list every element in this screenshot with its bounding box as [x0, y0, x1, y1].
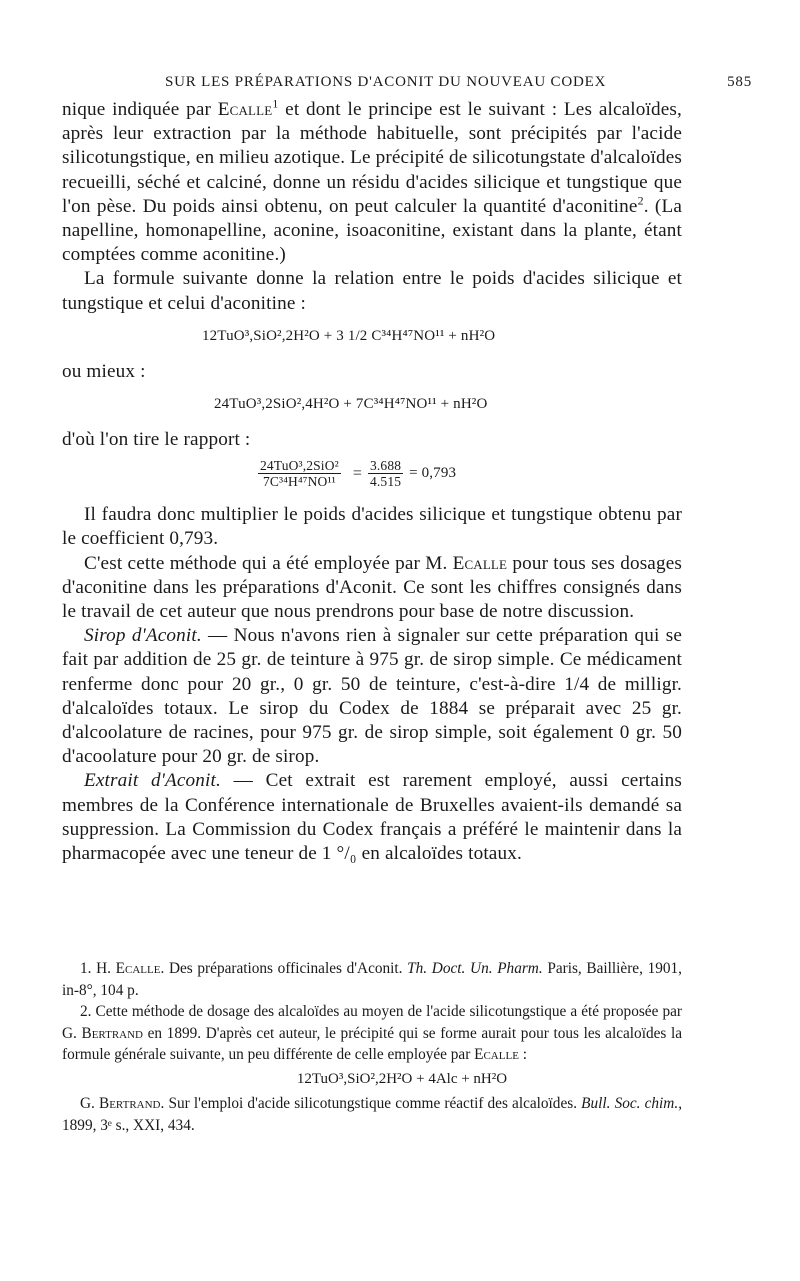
text-span: 1. H.: [80, 960, 116, 977]
author-name: Ecalle: [474, 1046, 519, 1063]
text-span: C'est cette méthode qui a été employée par M.: [84, 552, 453, 574]
text-span: en 1899. D'après cet auteur, le précipité qui se forme aurait pour tous les alcaloïdes la formule générale suivante, un peu différente de celle employée par: [62, 1024, 682, 1063]
footnote-1: [62, 958, 682, 1001]
footnote-2: [62, 1001, 682, 1066]
ratio-result: = 0,793: [409, 465, 457, 482]
equals-sign: =: [352, 465, 362, 483]
text-span: pour tous ses dosages d'aconitine dans les préparations d'Aconit. Ce sont les chiffres consignés dans le travail de cet auteur que nous prendrons pour base de notre discussion.: [62, 552, 683, 623]
page-number: 585: [727, 74, 752, 90]
ratio-numerator: 24TuO³,2SiO²: [260, 458, 339, 474]
ratio-fraction: [258, 458, 341, 489]
text-span: :: [518, 1046, 527, 1063]
author-name: Bertrand: [99, 1095, 161, 1112]
journal-title: Th. Doct. Un. Pharm.: [407, 960, 543, 977]
paragraph-extrait: [62, 769, 682, 866]
text-span: G.: [80, 1095, 99, 1112]
text-span: — Cet extrait est rarement employé, aussi certains membres de la Conférence internationale de Bruxelles avaient-ils demandé sa suppression. La Commission du Codex français a préféré le maintenir dans la pharmacopée avec une teneur de 1 °/₀ en alcaloïdes totaux.: [62, 770, 683, 865]
running-title: SUR LES PRÉPARATIONS D'ACONIT DU NOUVEAU CODEX: [165, 74, 607, 90]
text-span: . Des préparations officinales d'Aconit.: [160, 960, 408, 977]
text-span: — Nous n'avons rien à signaler sur cette préparation qui se fait par addition de 25 gr. de teinture à 975 gr. de sirop simple. Ce médicament renferme donc pour 20 gr., 0 gr. 50 de teinture, c'est-à-dire 1/4 de milligr. d'alcaloïdes totaux. Le sirop du Codex de 1884 se préparait avec 25 gr. d'alcoolature de racines, pour 975 gr. de sirop simple, soit également 0 gr. 50 d'acoolature pour 20 gr. de sirop.: [62, 625, 682, 768]
rapport-label: d'où l'on tire le rapport :: [62, 429, 251, 451]
author-name: Ecalle: [115, 960, 161, 977]
text-span: 2. Cette méthode de dosage des alcaloïdes au moyen de l'acide silicotungstique a été proposée par G.: [62, 1003, 682, 1042]
text-span: Paris, Baillière, 1901, in-8°, 104 p.: [62, 960, 682, 999]
paragraph-coefficient: Il faudra donc multiplier le poids d'acides silicique et tungstique obtenu par le coefficient 0,793.: [62, 504, 682, 550]
paragraph-method: [62, 98, 682, 267]
text-span: nique indiquée par: [62, 99, 218, 120]
journal-title: Bull. Soc. chim.: [581, 1095, 679, 1112]
section-title-sirop: Sirop d'Aconit.: [84, 625, 202, 647]
formula-1: 12TuO³,SiO²,2H²O + 3 1/2 C³⁴H⁴⁷NO¹¹ + nH²O: [202, 327, 496, 344]
main-text: [62, 98, 682, 866]
paragraph-formula-intro: La formule suivante donne la relation entre le poids d'acides silicique et tungstique et celui d'aconitine :: [62, 268, 682, 314]
text-span: et dont le principe est le suivant : Les alcaloïdes, après leur extraction par la méthode habituelle, sont précipités par l'acide silicotungstique, en milieu azotique. Le précipité de silicotungstate d'alcaloïdes recueilli, séché et calciné, donne un résidu d'acides silicique et tungstique que l'on pèse. Du poids ainsi obtenu, on peut calculer la quantité d'aconitine: [62, 99, 682, 217]
author-name: Ecalle: [452, 552, 508, 574]
value-fraction: [368, 458, 403, 489]
footnote-ref: 1: [272, 96, 279, 111]
formula-2: 24TuO³,2SiO²,4H²O + 7C³⁴H⁴⁷NO¹¹ + nH²O: [214, 396, 488, 413]
paragraph-sirop: [62, 624, 682, 769]
value-denominator: 4.515: [370, 474, 402, 490]
author-name: Bertrand: [81, 1024, 143, 1042]
footnotes: [62, 958, 682, 1136]
running-header: [60, 74, 752, 96]
section-title-extrait: Extrait d'Aconit.: [84, 770, 221, 792]
footnote-3: [62, 1093, 682, 1136]
ratio-equation: [62, 458, 682, 489]
text-span: . (La napelline, homonapelline, aconine, isoaconitine, existant dans la plante, étant comptées comme aconitine.): [62, 195, 682, 266]
footnote-formula: 12TuO³,SiO²,2H²O + 4Alc + nH²O: [296, 1070, 508, 1087]
footnote-ref: 2: [637, 193, 644, 208]
value-numerator: 3.688: [370, 458, 402, 474]
text-span: , 1899, 3ᵉ s., XXI, 434.: [62, 1095, 683, 1134]
paragraph-ecalle-method: [62, 552, 682, 625]
author-name: Ecalle: [217, 99, 273, 120]
ratio-denominator: 7C³⁴H⁴⁷NO¹¹: [262, 474, 336, 490]
ou-mieux-label: ou mieux :: [62, 360, 146, 382]
text-span: . Sur l'emploi d'acide silicotungstique comme réactif des alcaloïdes.: [160, 1095, 582, 1112]
